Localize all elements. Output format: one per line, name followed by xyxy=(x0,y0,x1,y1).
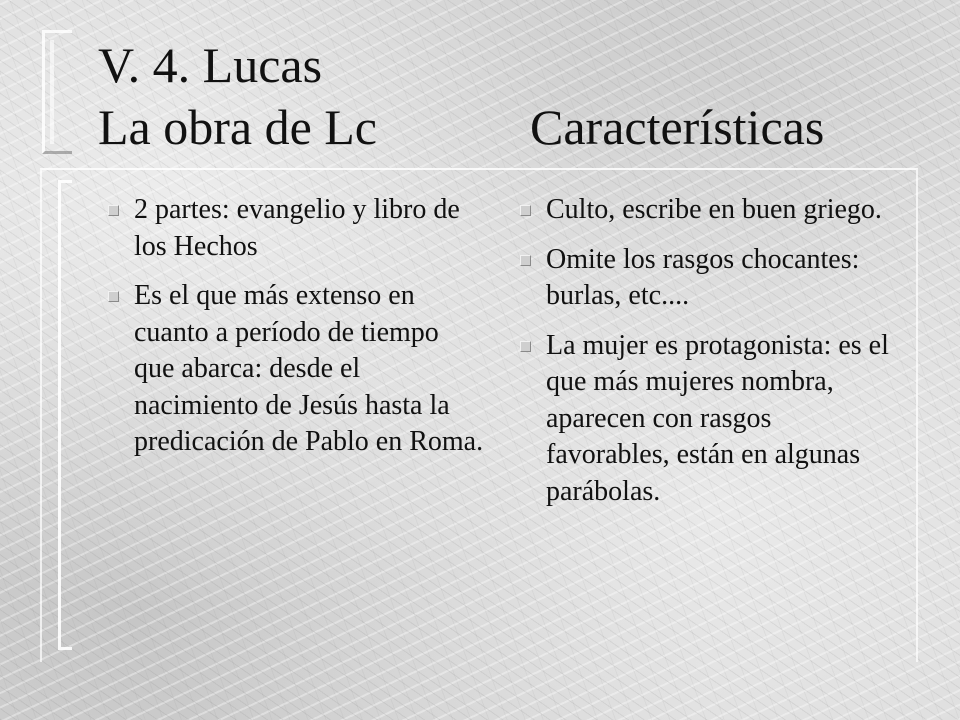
list-item-text: 2 partes: evangelio y libro de los Hechos xyxy=(134,194,460,262)
list-item xyxy=(518,328,898,511)
square-bullet-icon xyxy=(520,255,531,266)
list-item xyxy=(518,242,898,315)
list-item xyxy=(106,278,486,461)
left-column-frame-decoration xyxy=(58,180,72,650)
list-item xyxy=(518,192,898,229)
square-bullet-icon xyxy=(108,205,119,216)
list-item-text: Culto, escribe en buen griego. xyxy=(546,194,882,225)
square-bullet-icon xyxy=(520,341,531,352)
list-item-text: Omite los rasgos chocantes: burlas, etc.... xyxy=(546,243,860,311)
list-item-text: La mujer es protagonista: es el que más mujeres nombra, aparecen con rasgos favorables, están en algunas parábolas. xyxy=(546,329,889,507)
square-bullet-icon xyxy=(520,205,531,216)
title-frame-decoration xyxy=(42,30,72,154)
title-frame-highlight xyxy=(50,40,54,144)
title-line-1: V. 4. Lucas xyxy=(98,37,323,93)
list-item xyxy=(106,192,486,265)
right-bullet-list xyxy=(518,192,898,523)
title-line-2 xyxy=(98,96,938,158)
left-bullet-list xyxy=(106,192,486,474)
square-bullet-icon xyxy=(108,291,119,302)
slide-title xyxy=(98,34,938,158)
subtitle-right: Características xyxy=(530,99,825,155)
list-item-text: Es el que más extenso en cuanto a período de tiempo que abarca: desde el nacimiento de Jesús hasta la predicación de Pablo en Roma. xyxy=(134,280,484,457)
subtitle-left: La obra de Lc xyxy=(98,99,378,155)
